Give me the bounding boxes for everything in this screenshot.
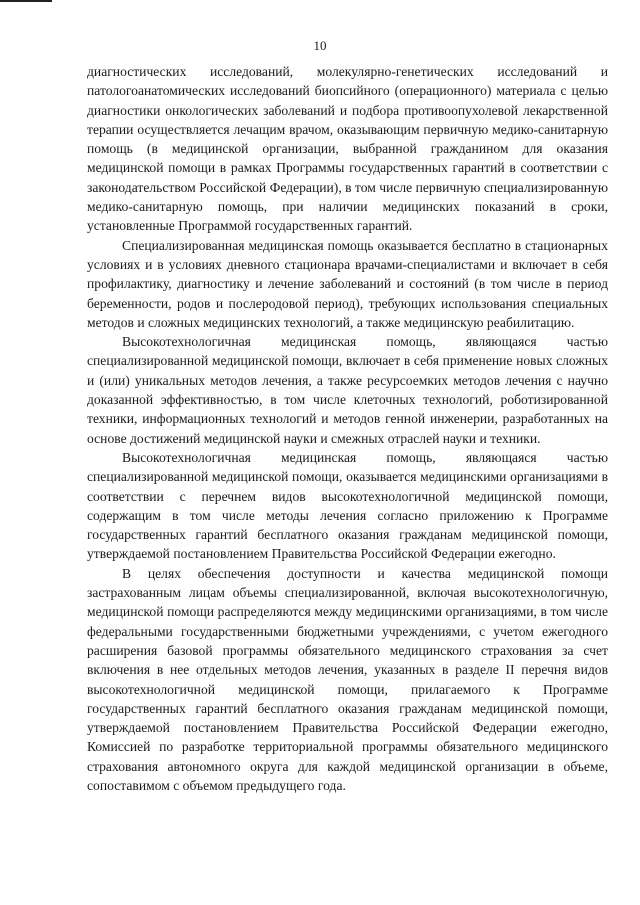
scan-edge-mark <box>0 0 52 2</box>
paragraph-volume-distribution: В целях обеспечения доступности и качества медицинской помощи застрахованным лицам объемы специализированной, включая высокотехнологичную, медицинской помощи распределяются между медицинскими организациями, в том числе федеральными государственными бюджетными учреждениями, с учетом ежегодного расширения базовой программы обязательного медицинского страхования за счет включения в нее отдельных методов лечения, указанных в разделе II перечня видов высокотехнологичной медицинской помощи, прилагаемого к Программе государственных гарантий бесплатного оказания гражданам медицинской помощи, утверждаемой постановлением Правительства Российской Федерации ежегодно, Комиссией по разработке территориальной программы обязательного медицинского страхования автономного округа для каждой медицинской организации в объеме, сопоставимом с объемом предыдущего года. <box>87 565 608 793</box>
paragraph-high-tech-care-providers: Высокотехнологичная медицинская помощь, являющаяся частью специализированной медицинской помощи, оказывается медицинскими организациями в соответствии с перечнем видов высокотехнологичной медицинской помощи, содержащим в том числе методы лечения согласно приложению к Программе государственных гарантий бесплатного оказания гражданам медицинской помощи, утверждаемой постановлением Правительства Российской Федерации ежегодно. <box>87 449 608 562</box>
paragraph-specialized-care: Специализированная медицинская помощь оказывается бесплатно в стационарных условиях и в условиях дневного стационара врачами-специалистами и включает в себя профилактику, диагностику и лечение заболеваний и состояний (в том числе в период беременности, родов и послеродовой период), требующих использования специальных методов и сложных медицинских технологий, а также медицинскую реабилитацию. <box>87 237 608 330</box>
paragraph-high-tech-care-definition: Высокотехнологичная медицинская помощь, являющаяся частью специализированной медицинской помощи, включает в себя применение новых сложных и (или) уникальных методов лечения, а также ресурсоемких методов лечения с научно доказанной эффективностью, в том числе клеточных технологий, роботизированной техники, информационных технологий и методов генной инженерии, разработанных на основе достижений медицинской науки и смежных отраслей науки и техники. <box>87 334 608 446</box>
document-body <box>87 62 608 795</box>
page-number: 10 <box>313 38 327 53</box>
paragraph-continuation: диагностических исследований, молекулярно-генетических исследований и патологоанатомических исследований биопсийного (операционного) материала с целью диагностики онкологических заболеваний и подбора противоопухолевой лекарственной терапии осуществляется лечащим врачом, оказывающим первичную медико-санитарную помощь (в медицинской организации, выбранной гражданином для оказания медицинской помощи в рамках Программы государственных гарантий в соответствии с законодательством Российской Федерации), в том числе первичную специализированную медико-санитарную помощь, при наличии медицинских показаний в сроки, установленные Программой государственных гарантий. <box>87 64 608 234</box>
